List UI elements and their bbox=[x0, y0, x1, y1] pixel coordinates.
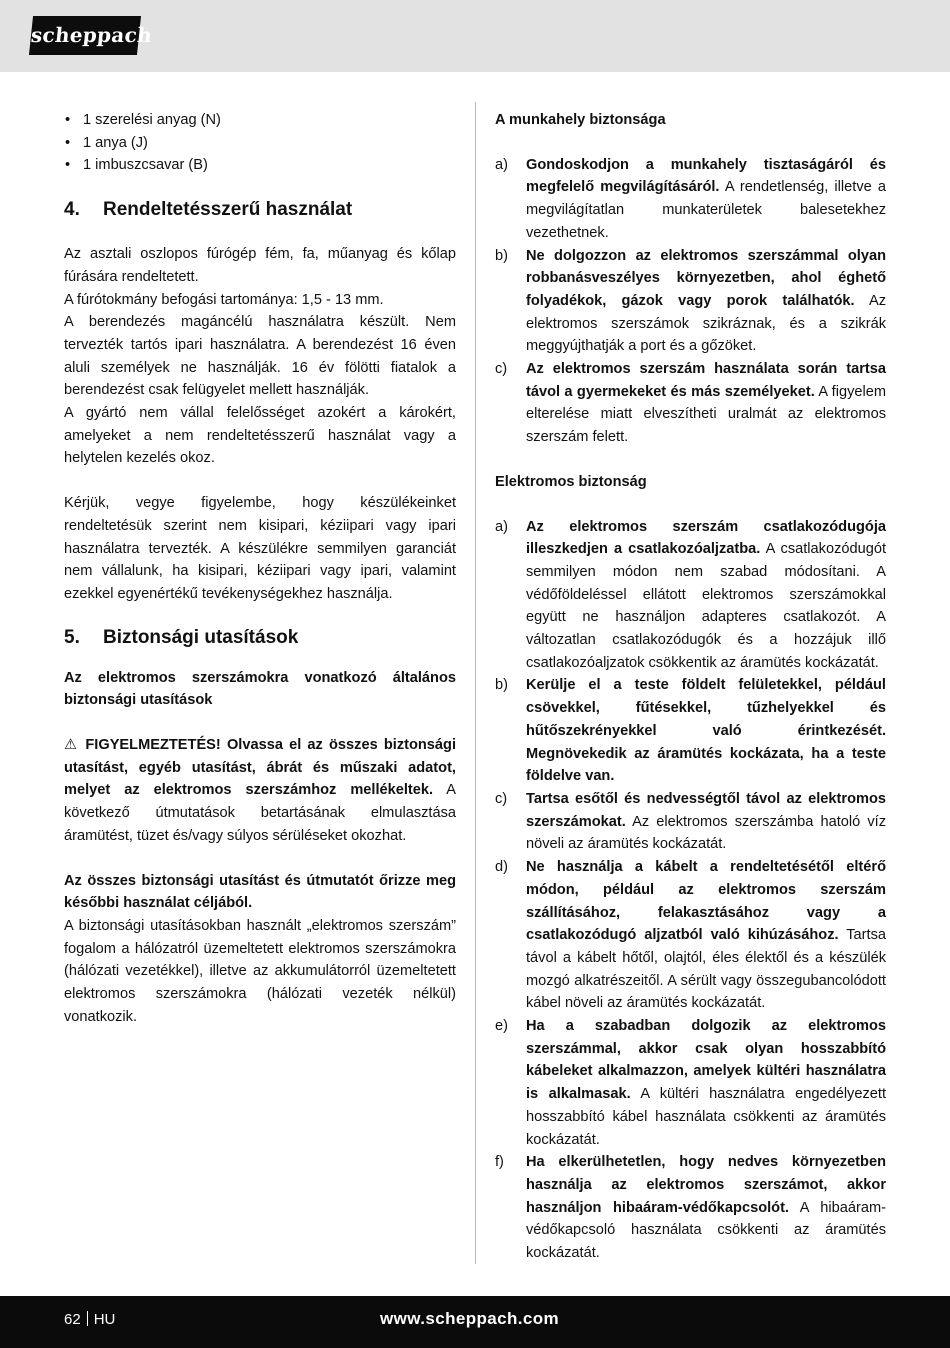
electrical-safety-list bbox=[495, 516, 886, 1265]
warning-paragraph bbox=[64, 734, 456, 848]
item-bold-text: Tartsa esőtől és nedvességtől távol az elektromos szerszámokat. bbox=[526, 790, 886, 830]
item-text: A figyelem elterelése miatt elveszítheti uralmát az elektromos szerszám felett. bbox=[526, 383, 887, 446]
warning-label: FIGYELMEZTETÉS! bbox=[85, 737, 221, 754]
separator bbox=[87, 1311, 88, 1326]
paragraph: A fúrótokmány befogási tartománya: 1,5 - 13 mm. bbox=[64, 291, 384, 308]
item-letter: b) bbox=[495, 247, 508, 264]
item-letter: c) bbox=[495, 790, 508, 807]
brand-logo: scheppach bbox=[29, 16, 141, 55]
item-bold-text: Gondoskodjon a munkahely tisztaságáról és megfelelő megvilágításáról. bbox=[526, 156, 886, 196]
item-letter: e) bbox=[495, 1018, 508, 1035]
left-column bbox=[64, 109, 456, 1029]
item-text: A kültéri használatra engedélyezett hosszabbító kábel használata csökkenti az áramütés kockázatát. bbox=[526, 1086, 886, 1148]
list-item: • 1 anya (J) bbox=[64, 132, 456, 155]
warning-text: A következő útmutatások betartásának elmulasztása áramütést, tüzet és/vagy súlyos sérüléseket okozhat. bbox=[64, 782, 456, 844]
section-5-heading bbox=[64, 625, 456, 651]
section-number: 5. bbox=[64, 626, 80, 648]
item-text: A hibaáram-védőkapcsoló használata csökkenti az áramütés kockázatát. bbox=[526, 1199, 886, 1262]
website-link[interactable]: www.scheppach.com bbox=[380, 1309, 560, 1328]
warning-bold-text: Olvassa el az összes biztonsági utasítást, egyéb utasítást, ábrát és műszaki adatot, melyet az elektromos szerszámhoz mellékeltek. bbox=[64, 737, 457, 799]
item-bold-text: Ne használja a kábelt a rendeltetésétől eltérő módon, például az elektromos szerszám szállításához, felakasztásához vagy a csatlakozódugó aljzatból való kihúzásához. bbox=[526, 859, 886, 944]
item-letter: b) bbox=[495, 677, 508, 694]
item-bold-text: Az elektromos szerszám használata során tartsa távol a gyermekeket és más személyeket. bbox=[526, 361, 886, 400]
section-4-heading bbox=[64, 197, 456, 223]
list-item bbox=[495, 1151, 886, 1265]
paragraph: A berendezés magáncélú használatra készült. Nem tervezték tartós ipari használatra. A berendezést 16 éven aluli személyek ne használják. 16 év fölötti fiatalok a berendezést csak felügyelet mellett használják. bbox=[64, 314, 456, 399]
list-item bbox=[495, 674, 886, 788]
paragraph: Az asztali oszlopos fúrógép fém, fa, műanyag és kőlap fúrására rendeltetett. bbox=[64, 246, 456, 285]
language-code: HU bbox=[93, 1311, 116, 1328]
list-item bbox=[495, 154, 886, 245]
item-text: Az elektromos szerszámba hatoló víz növeli az áramütés kockázatát. bbox=[526, 813, 887, 853]
right-column bbox=[495, 109, 886, 1265]
paragraph: A biztonsági utasításokban használt „elektromos szerszám” fogalom a hálózatról üzemeltetett elektromos szerszámokra (hálózati vezetékkel), illetve az akkumulátorról üzemeltetett elektromos szerszámokra (hálózati vezeték nélkül) vonatkozik. bbox=[64, 917, 456, 1025]
item-text: Tartsa távol a kábelt hőtől, olajtól, éles élektől és a készülék mozgó alkatrészeitől. A sérült vagy összegubancolódott kábel növeli az áramütés kockázatát. bbox=[526, 927, 887, 1012]
item-letter: a) bbox=[495, 518, 508, 535]
item-text: A csatlakozódugót semmilyen módon nem szabad módosítani. A védőföldeléssel ellátott elektromos szerszámokkal együtt ne használjon adapteres csatlakozót. A változatlan csatlakozódugók és a hozzájuk illő csatlakozóaljzatok csökkentik az áramütés kockázatát. bbox=[526, 541, 886, 671]
workplace-safety-heading: A munkahely biztonsága bbox=[495, 112, 666, 128]
section-number: 4. bbox=[64, 199, 80, 221]
electrical-safety-heading: Elektromos biztonság bbox=[495, 473, 647, 490]
header-bar bbox=[0, 0, 950, 72]
item-bold-text: Ne dolgozzon az elektromos szerszámmal olyan robbanásveszélyes környezetben, ahol éghető folyadékok, gázok vagy porok találhatók. bbox=[526, 247, 886, 309]
parts-list bbox=[64, 109, 456, 177]
list-item bbox=[495, 788, 886, 856]
list-item bbox=[495, 358, 886, 449]
subsection-heading: Az elektromos szerszámokra vonatkozó általános biztonsági utasítások bbox=[64, 669, 456, 709]
item-letter: f) bbox=[495, 1154, 504, 1171]
section-title: Biztonsági utasítások bbox=[103, 626, 299, 648]
section-title: Rendeltetésszerű használat bbox=[103, 199, 353, 221]
item-bold-text: Ha a szabadban dolgozik az elektromos szerszámmal, akkor csak olyan hosszabbító kábeleket alkalmazzon, amelyek kültéri használatra is alkalmasak. bbox=[526, 1018, 886, 1103]
list-item bbox=[495, 856, 886, 1015]
item-bold-text: Kerülje el a teste földelt felületekkel, például csövekkel, fűtésekkel, tűzhelyekkel és hűtőszekrényekkel való érintkezését. Megnövekedik az áramütés kockázata, ha a teste földelve van. bbox=[526, 677, 886, 785]
workplace-safety-list bbox=[495, 154, 886, 449]
paragraph: A gyártó nem vállal felelősséget azokért a károkért, amelyeket a nem rendeltetésszerű használat vagy a helytelen kezelés okoz. bbox=[64, 405, 456, 467]
item-bold-text: Ha elkerülhetetlen, hogy nedves környezetben használja az elektromos szerszámot, akkor használjon hibaáram-védőkapcsolót. bbox=[526, 1154, 886, 1216]
list-item bbox=[495, 516, 886, 675]
list-item: • 1 szerelési anyag (N) bbox=[64, 109, 456, 132]
item-letter: a) bbox=[495, 156, 508, 173]
item-text: A rendetlenség, illetve a megvilágítatlan munkaterületek balesetekhez vezethetnek. bbox=[526, 179, 886, 241]
list-item: • 1 imbuszcsavar (B) bbox=[64, 154, 456, 177]
page-indicator bbox=[64, 1311, 115, 1328]
warning-icon: ⚠ bbox=[64, 737, 80, 754]
list-item bbox=[495, 1015, 886, 1151]
keep-instructions-heading: Az összes biztonsági utasítást és útmutatót őrizze meg későbbi használat céljából. bbox=[64, 872, 456, 912]
item-bold-text: Az elektromos szerszám csatlakozódugója illeszkedjen a csatlakozóaljzatba. bbox=[526, 518, 886, 558]
item-text: Az elektromos szerszámok szikráznak, és a szikrák meggyújthatják a port és a gőzöket. bbox=[526, 292, 886, 355]
footer-bar bbox=[0, 1296, 950, 1348]
item-letter: d) bbox=[495, 859, 508, 876]
paragraph: Kérjük, vegye figyelembe, hogy készülékeinket rendeltetésük szerint nem kisipari, kéziipari vagy ipari használatra tervezték. A készülékre semmilyen garanciát nem vállalunk, ha kisipari, kéziipari vagy ipari, valamint ezekkel egyenértékű tevékenységekhez használja. bbox=[64, 495, 456, 602]
list-item bbox=[495, 245, 886, 359]
item-letter: c) bbox=[495, 361, 508, 378]
column-divider bbox=[475, 102, 476, 1264]
page-number: 62 bbox=[64, 1311, 81, 1328]
